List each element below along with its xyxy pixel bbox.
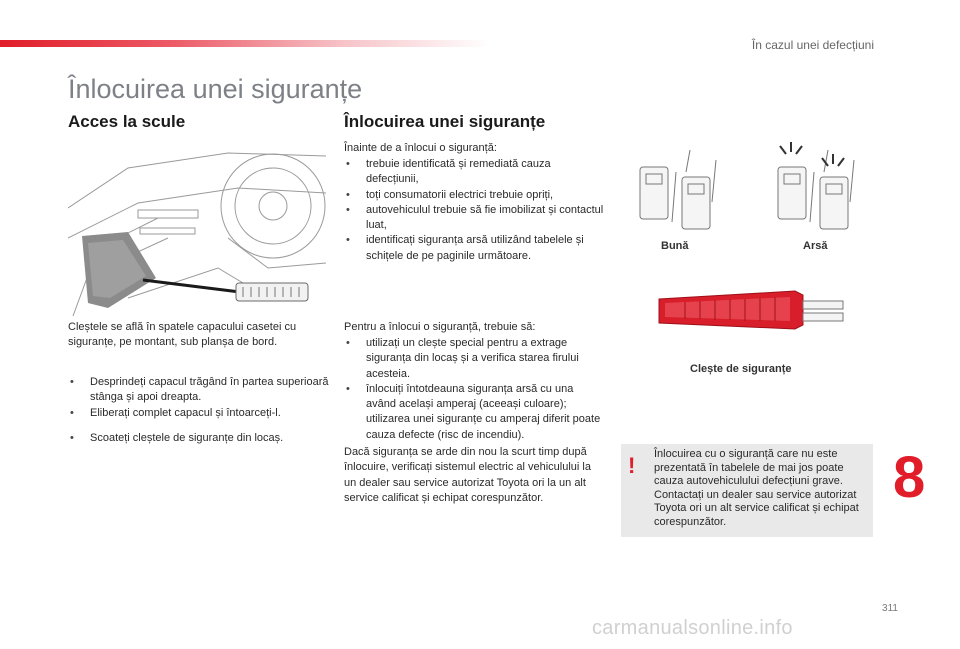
fuse-drawing — [628, 142, 878, 242]
tools-steps-a — [68, 375, 330, 421]
page-number: 311 — [882, 603, 898, 614]
list-item: • Desprindeți capacul trăgând în partea superioară stânga și apoi dreapta. — [68, 375, 330, 406]
replace-steps — [344, 336, 606, 443]
fuse-puller-label: Clește de siguranțe — [690, 363, 792, 375]
page-title: Înlocuirea unei siguranțe — [68, 74, 363, 104]
list-item: • autovehiculul trebuie să fie imobilizat și contactul luat, — [344, 203, 606, 234]
replace-conditions — [344, 157, 606, 264]
header-accent-bar — [0, 40, 490, 47]
chapter-number: 8 — [893, 445, 926, 510]
list-item: • Scoateți cleștele de siguranțe din locaș. — [68, 431, 330, 446]
dashboard-drawing — [68, 148, 326, 320]
running-header: În cazul unei defecțiuni — [751, 38, 874, 52]
section-heading-tools: Acces la scule — [68, 112, 186, 131]
replace-intro-2: Pentru a înlocui o siguranță, trebuie să: — [344, 321, 536, 333]
fuse-good-label: Bună — [661, 240, 689, 252]
list-item: • utilizați un clește special pentru a extrage siguranța din locaș și a verifica starea firului acesteia. — [344, 336, 606, 382]
list-item: • Eliberați complet capacul și întoarceți-l. — [68, 406, 330, 421]
section-heading-replace: Înlocuirea unei siguranțe — [344, 112, 546, 131]
fuse-puller-drawing — [655, 283, 855, 343]
replace-intro: Înainte de a înlocui o siguranță: — [344, 142, 497, 154]
list-item: • identificați siguranța arsă utilizând tabelele și schițele de pe paginile următoare. — [344, 233, 606, 264]
fuse-comparison-illustration — [628, 142, 878, 242]
warning-note-text: Înlocuirea cu o siguranță care nu este prezentată în tabelele de mai jos poate cauza autovehiculului defecțiuni grave. Contactați un dealer sau service autorizat Toyota ori un alt service calificat și echipat corespunzător. — [654, 448, 859, 528]
replace-closing: Dacă siguranța se arde din nou la scurt timp după înlocuire, verificați sistemul electric al vehiculului la un dealer sau service autorizat Toyota ori la un alt service calificat și echipat corespunzător. — [344, 446, 591, 504]
dashboard-illustration — [68, 148, 326, 320]
fuse-burnt-label: Arsă — [803, 240, 828, 252]
watermark: carmanualsonline.info — [592, 617, 793, 639]
list-item: • trebuie identificată și remediată cauza defecțiunii, — [344, 157, 606, 188]
tools-intro: Cleștele se află în spatele capacului casetei cu siguranțe, pe montant, sub planșa de bord. — [68, 321, 297, 349]
fuse-puller-illustration — [655, 283, 855, 343]
tools-steps-b — [68, 431, 330, 446]
list-item: • toți consumatorii electrici trebuie opriți, — [344, 188, 606, 203]
warning-icon: ! — [628, 453, 636, 478]
list-item: • înlocuiți întotdeauna siguranța arsă cu una având același amperaj (aceeași culoare); utilizarea unei siguranțe cu amperaj diferit poate cauza defecte (risc de incendiu). — [344, 382, 606, 443]
